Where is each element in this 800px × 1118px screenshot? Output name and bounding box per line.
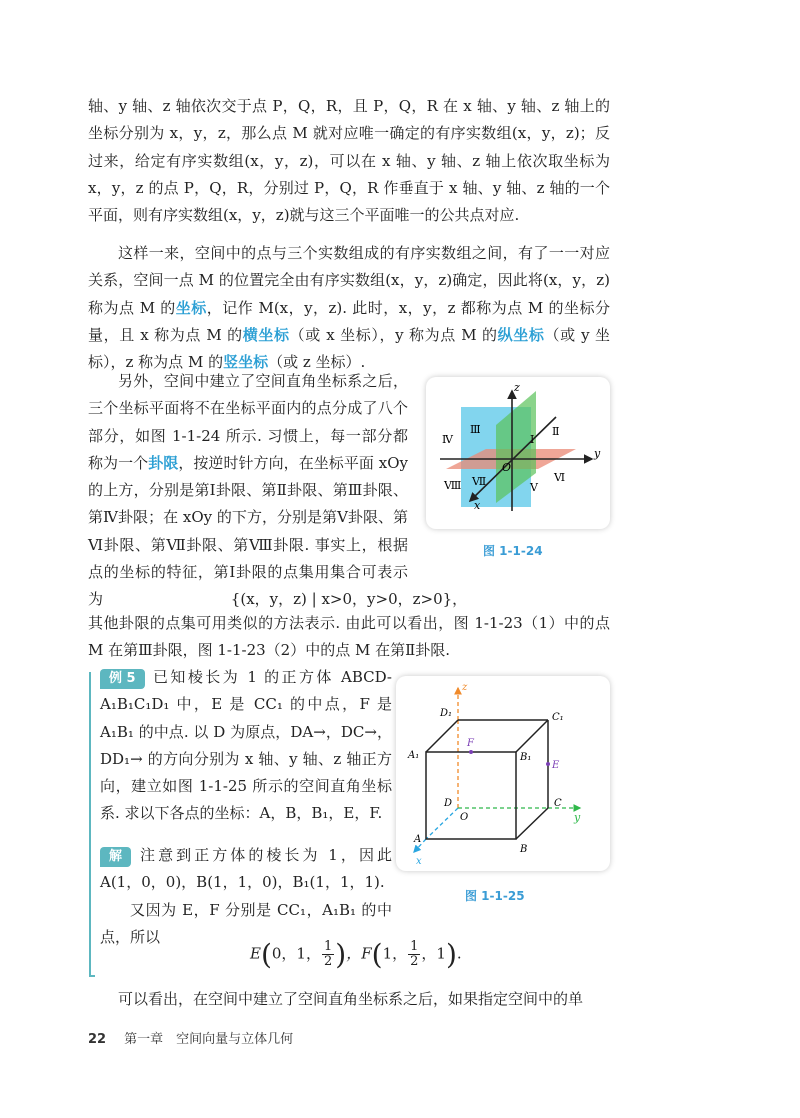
ef-e-open-paren: ( bbox=[260, 938, 272, 971]
ef-f-half-num: 1 bbox=[410, 939, 419, 954]
ef-e-half-num: 1 bbox=[323, 939, 333, 954]
term-ordinate: 纵坐标 bbox=[497, 325, 545, 344]
solution-tag: 解 bbox=[100, 847, 131, 867]
ef-formula bbox=[250, 938, 462, 971]
ef-e-label: E bbox=[250, 944, 261, 963]
example-bracket bbox=[89, 672, 91, 977]
ef-f-half bbox=[408, 940, 420, 969]
paragraph-2-text bbox=[88, 240, 610, 376]
paragraph-2-mid3: （或 y 坐标），z 称为点 M 的 bbox=[88, 325, 610, 372]
point-e bbox=[546, 762, 550, 766]
example-5 bbox=[100, 664, 392, 828]
fig25-x-label: x bbox=[416, 856, 422, 867]
octant-label-5: Ⅴ bbox=[530, 481, 538, 494]
label-e: E bbox=[552, 760, 560, 771]
label-b: B bbox=[520, 844, 528, 855]
paragraph-3-text bbox=[88, 368, 408, 614]
fig25-y-label: y bbox=[574, 811, 581, 824]
ef-f-coords-b: ，1 bbox=[421, 944, 446, 963]
paragraph-4 bbox=[88, 610, 610, 665]
figure-1-1-24 bbox=[426, 377, 610, 529]
fig24-y-label: y bbox=[594, 447, 601, 460]
paragraph-1 bbox=[88, 93, 610, 229]
label-c1: C₁ bbox=[552, 712, 564, 723]
term-vertical: 竖坐标 bbox=[223, 353, 269, 372]
ef-e-close-paren: ) bbox=[335, 938, 347, 971]
figure-1-1-25 bbox=[396, 676, 610, 871]
octant-label-8: Ⅷ bbox=[444, 479, 462, 492]
paragraph-2-post: （或 z 坐标）. bbox=[268, 353, 366, 372]
paragraph-2-mid2: （或 x 坐标），y 称为点 M 的 bbox=[289, 325, 498, 344]
octant-label-2: Ⅱ bbox=[552, 425, 560, 438]
label-c: C bbox=[554, 798, 562, 809]
paragraph-3-pre: 另外，空间中建立了空间直角坐标系之后，三个坐标平面将不在坐标平面内的点分成了八个部分，如图 1-1-24 所示. 习惯上，每一部分都称为一个 bbox=[88, 372, 408, 472]
octant-label-1: Ⅰ bbox=[530, 433, 535, 446]
point-f bbox=[469, 750, 473, 754]
label-d1: D₁ bbox=[440, 708, 453, 719]
ef-e-half bbox=[322, 940, 334, 969]
cube-diagram bbox=[396, 676, 610, 871]
solution-text-2: 又因为 E，F 分别是 CC₁，A₁B₁ 的中点，所以 bbox=[100, 900, 392, 946]
paragraph-1-text: 轴、y 轴、z 轴依次交于点 P，Q，R，且 P，Q，R 在 x 轴、y 轴、z 轴上的坐标分别为 x，y，z，那么点 M 就对应唯一确定的有序实数组(x，y，z)；反过来，给定有序实数组(x，y，z)，可以在 x 轴、y 轴、z 轴上依次取坐标为 x，y，z 的点 P，Q，R，分别过 P，Q，R 作垂直于 x 轴、y 轴、z 轴的一个平面，则有序实数组(x，y，z)就与这三个平面唯一的公共点对应. bbox=[88, 97, 610, 225]
paragraph-5 bbox=[88, 986, 610, 1013]
ef-e-coords: 0，1， bbox=[271, 944, 321, 963]
solution bbox=[100, 842, 392, 951]
example-bracket-tick bbox=[89, 975, 95, 977]
label-o: O bbox=[460, 812, 469, 823]
label-b1: B₁ bbox=[520, 752, 532, 763]
figure-1-1-25-caption: 图 1-1-25 bbox=[465, 889, 525, 903]
example-5-text bbox=[100, 664, 392, 828]
ef-period: . bbox=[456, 944, 462, 963]
label-a: A bbox=[414, 834, 422, 845]
paragraph-3-post: ，按逆时针方向，在坐标平面 xOy 的上方，分别是第Ⅰ卦限、第Ⅱ卦限、第Ⅲ卦限、第Ⅳ卦限；在 xOy 的下方，分别是第Ⅴ卦限、第Ⅵ卦限、第Ⅶ卦限、第Ⅷ卦限. 事实上，根据点的坐标的特征，第Ⅰ卦限的点集用集合可表示为 bbox=[88, 453, 408, 609]
fig24-x-label: x bbox=[474, 499, 481, 512]
figure-1-1-24-caption: 图 1-1-24 bbox=[483, 544, 543, 558]
page-number: 22 bbox=[88, 1032, 107, 1047]
page-footer bbox=[88, 1028, 293, 1047]
ef-e-half-den: 2 bbox=[323, 954, 333, 969]
paragraph-2-mid1: ，记作 M(x，y，z). 此时，x，y，z 都称为点 M 的坐标分量，且 x 称为点 M 的 bbox=[88, 298, 610, 344]
paragraph-2 bbox=[88, 240, 610, 376]
paragraph-2-pre: 这样一来，空间中的点与三个实数组成的有序实数组之间，有了一一对应关系，空间一点 M 的位置完全由有序实数组(x，y，z)确定，因此将(x，y，z)称为点 M 的 bbox=[88, 244, 610, 317]
octant-label-4: Ⅳ bbox=[442, 433, 453, 446]
chapter-title: 第一章 空间向量与立体几何 bbox=[124, 1032, 294, 1047]
ef-f-half-den: 2 bbox=[410, 954, 419, 969]
label-f: F bbox=[467, 738, 474, 749]
solution-body-1: 注意到正方体的棱长为 1，因此 A(1，0，0)，B(1，1，0)，B₁(1，1，1). bbox=[100, 846, 392, 892]
term-abscissa: 横坐标 bbox=[242, 325, 290, 344]
example-5-tag: 例 5 bbox=[100, 669, 145, 689]
fig24-z-label: z bbox=[514, 381, 520, 394]
set-formula: {(x，y，z) | x>0，y>0，z>0}， bbox=[230, 590, 468, 608]
fig25-z-label: z bbox=[462, 682, 468, 693]
term-coordinate: 坐标 bbox=[175, 298, 207, 317]
label-a1: A₁ bbox=[408, 750, 420, 761]
example-5-body: 已知棱长为 1 的正方体 ABCD-A₁B₁C₁D₁ 中，E 是 CC₁ 的中点，F 是 A₁B₁ 的中点. 以 D 为原点，DA→，DC→，DD₁→ 的方向分别为 x 轴、y 轴、z 轴正方向，建立如图 1-1-25 所示的空间直角坐标系. 求以下各点的坐标：A，B，B₁，E，F. bbox=[100, 668, 392, 823]
label-d: D bbox=[444, 798, 453, 809]
paragraph-3 bbox=[88, 368, 408, 614]
ef-f-coords-a: 1， bbox=[382, 944, 408, 963]
ef-f-label: ，F bbox=[346, 944, 372, 963]
ef-f-close-paren: ) bbox=[445, 938, 457, 971]
paragraph-5-text: 可以看出，在空间中建立了空间直角坐标系之后，如果指定空间中的单 bbox=[118, 990, 584, 1008]
solution-text-1 bbox=[100, 842, 392, 897]
ef-f-open-paren: ( bbox=[371, 938, 383, 971]
octant-label-6: Ⅵ bbox=[554, 471, 566, 484]
octant-label-3: Ⅲ bbox=[470, 423, 481, 436]
octant-diagram bbox=[426, 377, 610, 529]
fig24-origin-label: O bbox=[502, 461, 512, 474]
term-octant: 卦限 bbox=[148, 453, 179, 472]
octant-label-7: Ⅶ bbox=[472, 475, 487, 488]
paragraph-4-text: 其他卦限的点集可用类似的方法表示. 由此可以看出，图 1-1-23（1）中的点 M 在第Ⅲ卦限，图 1-1-23（2）中的点 M 在第Ⅱ卦限. bbox=[88, 614, 610, 660]
